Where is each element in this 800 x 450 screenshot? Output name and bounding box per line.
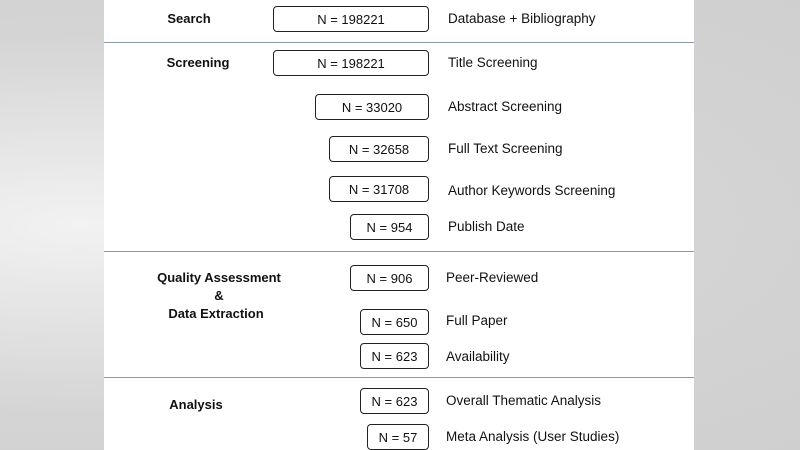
stage-screening: Screening bbox=[166, 55, 230, 70]
stage-quality-line1: Quality Assessment bbox=[157, 270, 281, 285]
count-box: N = 32658 bbox=[329, 136, 429, 162]
count-box: N = 906 bbox=[350, 265, 429, 291]
step-label: Title Screening bbox=[448, 55, 538, 70]
count-box: N = 198221 bbox=[273, 6, 429, 32]
count-box: N = 623 bbox=[360, 343, 429, 369]
step-label: Peer-Reviewed bbox=[446, 270, 539, 285]
section-divider-1 bbox=[104, 42, 694, 43]
section-divider-2 bbox=[104, 251, 694, 252]
section-divider-3 bbox=[104, 377, 694, 378]
count-box: N = 33020 bbox=[315, 94, 429, 120]
step-label: Database + Bibliography bbox=[448, 11, 596, 26]
count-box: N = 954 bbox=[350, 214, 429, 240]
count-box: N = 198221 bbox=[273, 50, 429, 76]
stage-quality-line3: Data Extraction bbox=[168, 306, 264, 321]
count-box: N = 650 bbox=[360, 309, 429, 335]
step-label: Author Keywords Screening bbox=[448, 183, 616, 198]
step-label: Publish Date bbox=[448, 219, 525, 234]
stage-analysis: Analysis bbox=[169, 397, 223, 412]
count-box: N = 57 bbox=[367, 424, 429, 450]
step-label: Availability bbox=[446, 349, 510, 364]
stage-quality-line2: & bbox=[214, 288, 224, 303]
step-label: Full Paper bbox=[446, 313, 508, 328]
step-label: Full Text Screening bbox=[448, 141, 563, 156]
step-label: Abstract Screening bbox=[448, 99, 563, 114]
stage-quality-assessment bbox=[148, 269, 290, 323]
step-label: Overall Thematic Analysis bbox=[446, 393, 602, 408]
stage-search: Search bbox=[167, 11, 211, 26]
step-label: Meta Analysis (User Studies) bbox=[446, 429, 620, 444]
count-box: N = 31708 bbox=[329, 176, 429, 202]
count-box: N = 623 bbox=[360, 388, 429, 414]
